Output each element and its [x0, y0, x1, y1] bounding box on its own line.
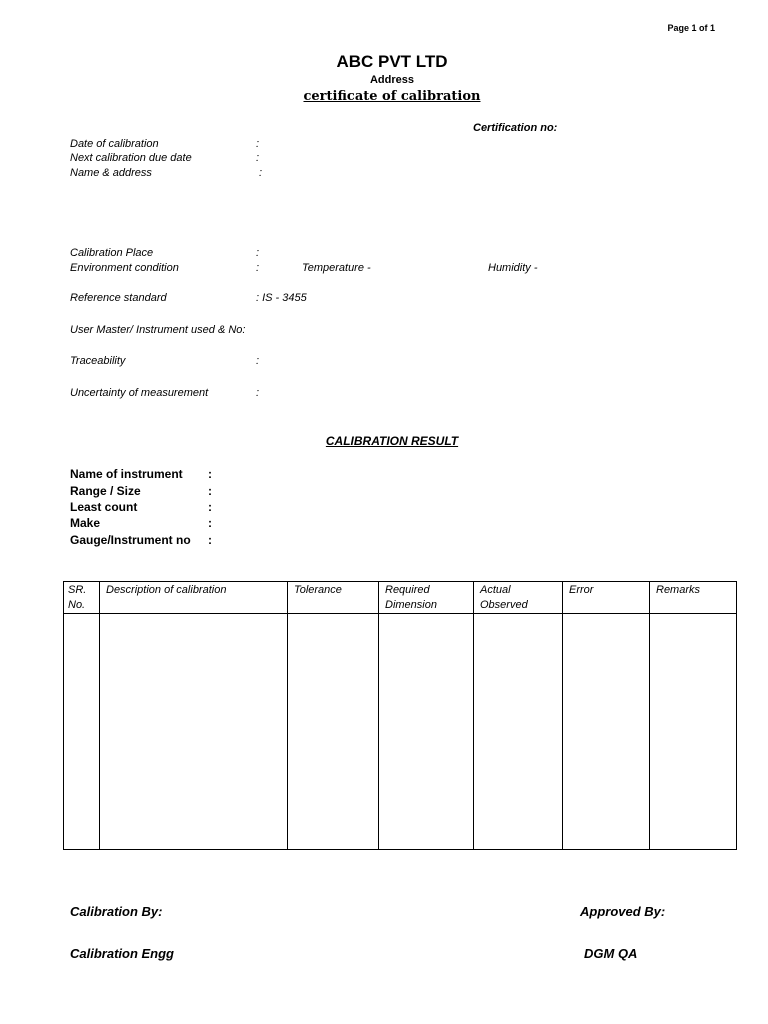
cell-description — [100, 614, 288, 850]
make-label: Make — [70, 516, 101, 530]
least-count-label: Least count — [70, 500, 138, 514]
temperature-label: Temperature - — [302, 262, 371, 274]
page-number: Page 1 of 1 — [667, 23, 715, 33]
cell-error — [563, 614, 650, 850]
least-count-colon: : — [208, 500, 212, 514]
date-of-calibration-label: Date of calibration — [70, 138, 159, 150]
calibration-by-label: Calibration By: — [70, 904, 163, 919]
header-required-dimension: Required Dimension — [379, 582, 474, 614]
cell-sr-no — [64, 614, 100, 850]
header-error: Error — [563, 582, 650, 614]
document-title: certificate of calibration — [303, 89, 481, 104]
calibration-results-table — [63, 581, 737, 850]
calibration-place-label: Calibration Place — [70, 247, 154, 259]
table-row — [64, 614, 737, 850]
humidity-label: Humidity - — [488, 262, 538, 274]
cell-actual-observed — [474, 614, 563, 850]
instrument-name-label: Name of instrument — [70, 467, 183, 481]
gauge-instrument-no-colon: : — [208, 533, 212, 547]
traceability-label: Traceability — [70, 355, 126, 367]
uncertainty-label: Uncertainty of measurement — [70, 387, 209, 399]
cell-tolerance — [288, 614, 379, 850]
certification-no-label: Certification no: — [473, 122, 558, 134]
user-master-label: User Master/ Instrument used & No: — [70, 324, 246, 336]
header-tolerance: Tolerance — [288, 582, 379, 614]
make-colon: : — [208, 516, 212, 530]
name-address-colon: : — [259, 167, 263, 179]
cell-required-dimension — [379, 614, 474, 850]
calibration-result-heading: CALIBRATION RESULT — [325, 434, 459, 448]
reference-standard-value: : IS - 3455 — [256, 292, 307, 304]
dgm-qa-label: DGM QA — [584, 946, 638, 961]
reference-standard-label: Reference standard — [70, 292, 167, 304]
header-description: Description of calibration — [100, 582, 288, 614]
approved-by-label: Approved By: — [580, 904, 666, 919]
calibration-engg-label: Calibration Engg — [70, 946, 174, 961]
uncertainty-colon: : — [256, 387, 260, 399]
header-sr-no: SR. No. — [64, 582, 100, 614]
instrument-name-colon: : — [208, 467, 212, 481]
company-address: Address — [369, 74, 415, 86]
calibration-place-colon: : — [256, 247, 260, 259]
range-size-label: Range / Size — [70, 484, 141, 498]
cell-remarks — [650, 614, 737, 850]
header-remarks: Remarks — [650, 582, 737, 614]
date-of-calibration-colon: : — [256, 138, 260, 150]
traceability-colon: : — [256, 355, 260, 367]
next-calibration-due-colon: : — [256, 152, 260, 164]
header-actual-observed: Actual Observed — [474, 582, 563, 614]
company-name: ABC PVT LTD — [336, 52, 448, 71]
environment-condition-label: Environment condition — [70, 262, 179, 274]
table-header-row — [64, 582, 737, 614]
gauge-instrument-no-label: Gauge/Instrument no — [70, 533, 191, 547]
range-size-colon: : — [208, 484, 212, 498]
next-calibration-due-label: Next calibration due date — [70, 152, 192, 164]
environment-condition-colon: : — [256, 262, 260, 274]
name-address-label: Name & address — [70, 167, 152, 179]
